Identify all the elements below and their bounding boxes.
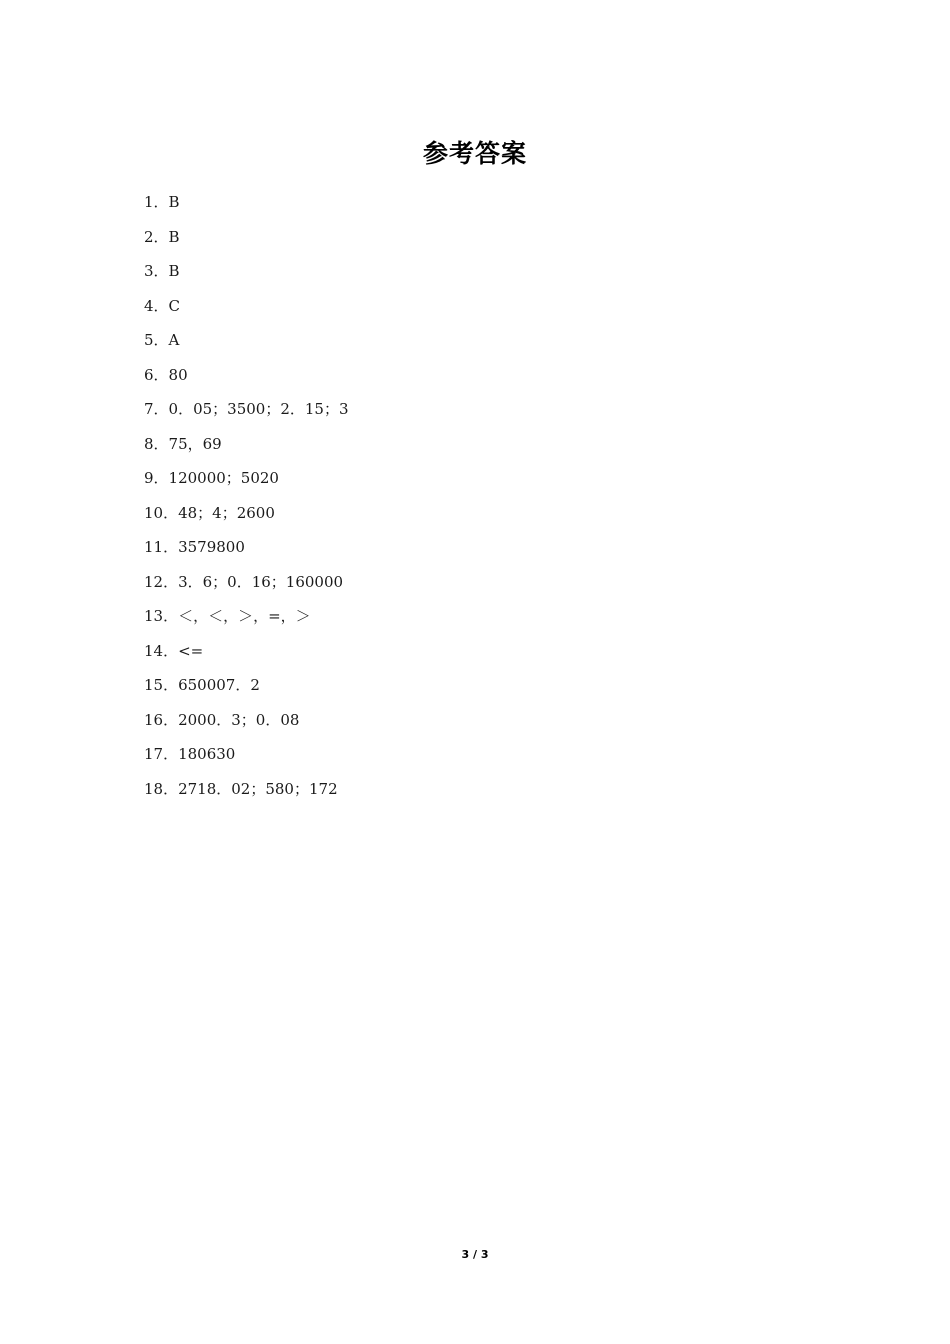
- answer-item-4: 4．C: [144, 296, 181, 315]
- page-number: 3 / 3: [461, 1248, 489, 1261]
- answer-item-13: 13．＜，＜，＞，=，＞: [144, 607, 311, 625]
- answer-item-11: 11．3579800: [144, 538, 245, 556]
- answer-item-18: 18．2718．02；580；172: [144, 779, 338, 798]
- answer-item-3: 3．B: [144, 262, 180, 280]
- answer-item-7: 7．0．05；3500；2．15；3: [144, 400, 349, 418]
- answer-item-1: 1．B: [144, 193, 180, 211]
- answer-item-9: 9．120000；5020: [144, 469, 279, 487]
- answer-item-8: 8．75，69: [144, 434, 222, 453]
- answer-item-14: 14．<=: [144, 641, 204, 660]
- answer-item-6: 6．80: [144, 365, 188, 384]
- answer-item-10: 10．48；4；2600: [144, 503, 275, 522]
- answer-item-16: 16．2000．3；0．08: [144, 710, 300, 729]
- page-title: 参考答案: [422, 139, 527, 168]
- answer-list: [144, 190, 349, 811]
- answer-item-5: 5．A: [144, 331, 180, 349]
- answer-item-2: 2．B: [144, 227, 180, 246]
- answer-item-15: 15．650007．2: [144, 676, 260, 694]
- answer-item-17: 17．180630: [144, 745, 236, 763]
- answer-item-12: 12．3．6；0．16；160000: [144, 572, 344, 591]
